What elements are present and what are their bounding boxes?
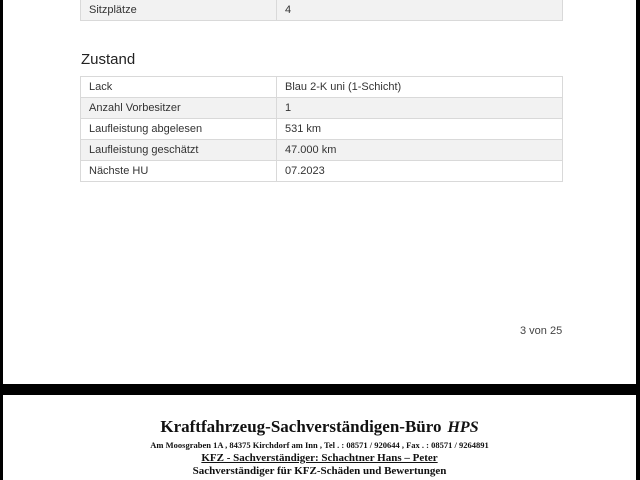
row-label: Anzahl Vorbesitzer bbox=[81, 98, 277, 119]
table-row bbox=[81, 161, 563, 182]
table-row bbox=[81, 77, 563, 98]
company-address: Am Moosgraben 1A , 84375 Kirchdorf am Inn , Tel . : 08571 / 920644 , Fax . : 08571 / 9264891 bbox=[150, 440, 489, 450]
report-page bbox=[3, 0, 636, 384]
expert-name: KFZ - Sachverständiger: Schachtner Hans – Peter bbox=[201, 452, 438, 464]
row-value: 531 km bbox=[277, 119, 563, 140]
row-value: 1 bbox=[277, 98, 563, 119]
row-label: Laufleistung abgelesen bbox=[81, 119, 277, 140]
expert-description: Sachverständiger für KFZ-Schäden und Bewertungen bbox=[192, 465, 447, 477]
company-logo: HPS bbox=[447, 419, 479, 436]
table-row bbox=[81, 98, 563, 119]
row-value: 4 bbox=[277, 0, 563, 21]
letterhead-title bbox=[3, 417, 636, 437]
row-label: Nächste HU bbox=[81, 161, 277, 182]
table-row bbox=[81, 119, 563, 140]
row-label: Lack bbox=[81, 77, 277, 98]
section-title: Zustand bbox=[81, 51, 136, 68]
table-row bbox=[81, 0, 563, 21]
letterhead-page bbox=[3, 395, 636, 480]
row-value: Blau 2-K uni (1-Schicht) bbox=[277, 77, 563, 98]
company-name: Kraftfahrzeug-Sachverständigen-Büro bbox=[160, 417, 442, 436]
row-value: 47.000 km bbox=[277, 140, 563, 161]
seats-table bbox=[80, 0, 563, 21]
condition-table bbox=[80, 76, 563, 182]
row-label: Laufleistung geschätzt bbox=[81, 140, 277, 161]
table-row bbox=[81, 140, 563, 161]
page-number: 3 von 25 bbox=[520, 325, 563, 337]
row-value: 07.2023 bbox=[277, 161, 563, 182]
row-label: Sitzplätze bbox=[81, 0, 277, 21]
